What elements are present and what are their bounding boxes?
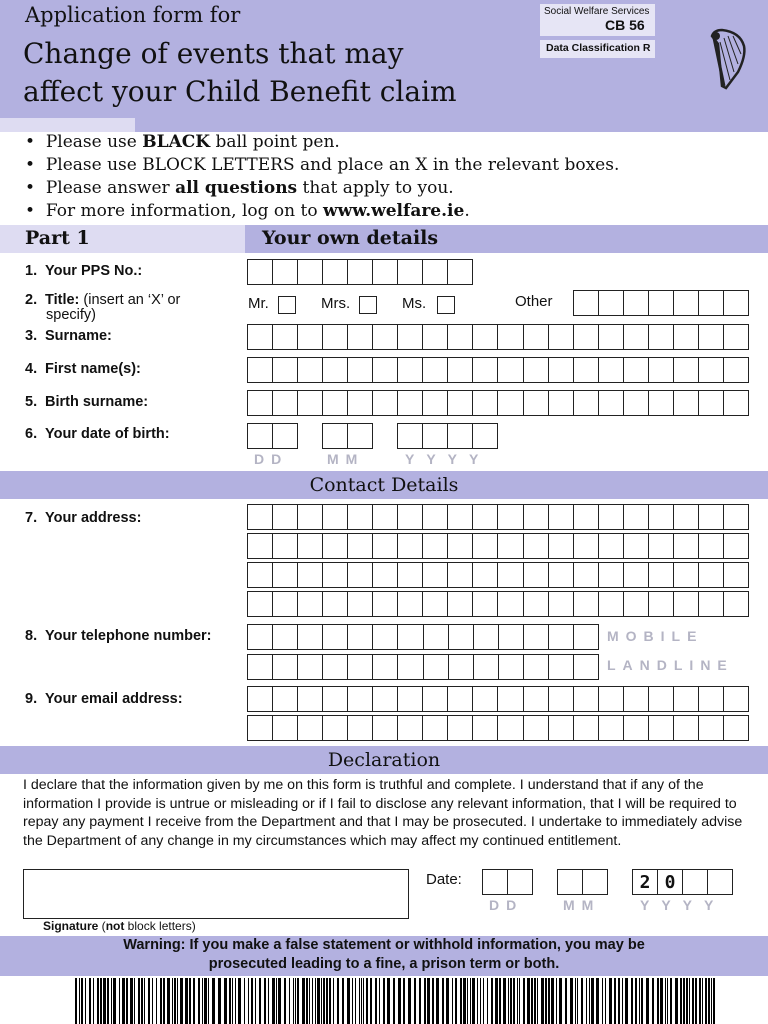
barcode-bar [144,978,145,1024]
pre-title: Application form for [25,3,241,27]
barcode-bar [432,978,434,1024]
barcode-bar [495,978,498,1024]
barcode-bar [138,978,140,1024]
barcode-bar [455,978,457,1024]
barcode-bar [244,978,245,1024]
classification-text: Data Classification R [546,42,651,54]
barcode-bar [306,978,308,1024]
barcode-bar [208,978,209,1024]
barcode-bar [705,978,707,1024]
barcode-bar [329,978,331,1024]
signature-caption: Signature (not block letters) [43,919,196,933]
service-name: Social Welfare Services [544,6,650,17]
barcode-bar [289,978,290,1024]
barcode-bar [480,978,481,1024]
barcode-bar [100,978,102,1024]
title-mrs-label: Mrs. [321,295,351,312]
barcode-bar [130,978,133,1024]
barcode-bar [255,978,256,1024]
barcode-bar [355,978,356,1024]
barcode-bar [609,978,612,1024]
barcode-bar [427,978,430,1024]
signature-box[interactable] [23,869,409,919]
barcode-bar [387,978,390,1024]
barcode-bar [675,978,678,1024]
barcode-bar [699,978,701,1024]
declaration-day-input[interactable] [482,869,533,895]
barcode-bar [379,978,380,1024]
barcode-bar [278,978,281,1024]
warning-line-2: prosecuted leading to a fine, a prison term or both. [208,956,560,972]
declaration-year-input[interactable] [632,869,733,895]
barcode-bar [359,978,360,1024]
barcode-bar [414,978,416,1024]
barcode-bar [85,978,86,1024]
address-line-4[interactable] [247,591,749,617]
title-ms-label: Ms. [402,295,427,312]
barcode-bar [446,978,449,1024]
barcode-bar [180,978,183,1024]
title-mrs-checkbox[interactable] [359,296,377,314]
barcode-bar [551,978,554,1024]
barcode-bar [229,978,231,1024]
barcode-bar [148,978,150,1024]
barcode-bar [393,978,395,1024]
barcode-bar [625,978,628,1024]
barcode-bar [602,978,603,1024]
barcode-bar [276,978,277,1024]
barcode-bar [577,978,578,1024]
barcode-bar [565,978,567,1024]
barcode-bar [695,978,697,1024]
barcode-bar [152,978,153,1024]
barcode-bar [670,978,672,1024]
barcode-bar [452,978,453,1024]
barcode-bar [193,978,195,1024]
barcode-bar [686,978,688,1024]
declaration-month-input[interactable] [557,869,608,895]
declaration-dd-hint: DD [489,897,524,913]
barcode-bar [342,978,344,1024]
barcode-bar [259,978,261,1024]
barcode-bar [189,978,191,1024]
barcode-bar [363,978,364,1024]
declaration-yyyy-hint: YYYY [640,897,726,913]
barcode-bar [483,978,484,1024]
barcode-bar [689,978,690,1024]
barcode-bar [293,978,294,1024]
year-digit-1: 2 [633,870,658,894]
barcode-bar [337,978,339,1024]
title-mr-checkbox[interactable] [278,296,296,314]
mobile-hint: MOBILE [607,628,704,644]
barcode-bar [510,978,512,1024]
landline-hint: LANDLINE [607,657,734,673]
barcode-bar [424,978,426,1024]
surname-label: 3. Surname: [25,328,112,344]
barcode-bar [284,978,286,1024]
barcode-bar [97,978,99,1024]
barcode-bar [660,978,663,1024]
barcode-bar [333,978,334,1024]
barcode-bar [297,978,299,1024]
header-underline-right [135,118,768,132]
barcode-bar [89,978,91,1024]
section-title-declaration: Declaration [327,749,441,771]
barcode-bar [586,978,587,1024]
declaration-text: I declare that the information given by me on this form is truthful and complete. I understand that if any of the information I provide is untrue or misleading or if I fail to disclose any relevant information, that I will be required to repay any payment I receive from the Department and that I may be prosecuted. I undertake to immediately advise the Department of any change in my circumstances which may affect my continued entitlement. [23,777,743,850]
dob-dd-hint: DD [254,451,289,467]
barcode-bar [477,978,478,1024]
barcode-bar [160,978,162,1024]
barcode-bar [403,978,405,1024]
barcode-bar [370,978,372,1024]
barcode-bar [523,978,525,1024]
barcode-bar [251,978,253,1024]
barcode-bar [347,978,350,1024]
barcode-bar [317,978,320,1024]
instruction-1: • Please use BLACK ball point pen. [25,132,340,152]
barcode-bar [442,978,444,1024]
barcode-bar [491,978,493,1024]
barcode-bar [631,978,633,1024]
barcode-bar [570,978,573,1024]
barcode-bar [711,978,712,1024]
telephone-label: 8. Your telephone number: [25,628,212,644]
dob-mm-hint: MM [327,451,365,467]
barcode-bar [508,978,509,1024]
form-code: CB 56 [605,17,645,33]
barcode-bar [639,978,640,1024]
barcode-bar [548,978,550,1024]
barcode-bar [460,978,462,1024]
barcode-bar [499,978,501,1024]
barcode-bar [665,978,666,1024]
barcode-bar [708,978,710,1024]
barcode-bar [683,978,685,1024]
barcode-bar [122,978,125,1024]
barcode-bar [309,978,310,1024]
barcode-bar [398,978,401,1024]
instruction-2: • Please use BLOCK LETTERS and place an X in the relevant boxes. [25,155,620,175]
barcode-bar [119,978,120,1024]
instruction-4: • For more information, log on to www.welfare.ie. [25,201,470,221]
barcode-bar [315,978,316,1024]
email-input-line-2[interactable] [247,715,749,741]
barcode-bar [198,978,200,1024]
barcode-bar [646,978,649,1024]
barcode-bar [537,978,538,1024]
barcode-bar [534,978,536,1024]
barcode-bar [134,978,135,1024]
barcode-bar [517,978,518,1024]
dob-day-input[interactable] [247,423,298,449]
warning-line-1: Warning: If you make a false statement or withhold information, you may be [123,937,645,953]
barcode-bar [652,978,654,1024]
barcode-bar [103,978,106,1024]
barcode-bar [635,978,637,1024]
barcode-bar [248,978,249,1024]
barcode-bar [202,978,203,1024]
barcode-bar [224,978,227,1024]
barcode-bar [167,978,170,1024]
barcode-bar [232,978,233,1024]
address-line-3[interactable] [247,562,749,588]
barcode [75,978,718,1024]
barcode-bar [185,978,188,1024]
part-label: Part 1 [25,227,90,249]
barcode-bar [487,978,488,1024]
dob-year-input[interactable] [397,423,498,449]
date-label: Date: [426,871,462,888]
title-mr-label: Mr. [248,295,269,312]
dob-month-input[interactable] [322,423,373,449]
barcode-bar [163,978,165,1024]
barcode-bar [302,978,305,1024]
email-label: 9. Your email address: [25,691,183,707]
barcode-bar [126,978,128,1024]
barcode-bar [383,978,385,1024]
section-title-contact: Contact Details [309,474,459,496]
barcode-bar [268,978,269,1024]
barcode-bar [408,978,411,1024]
section-title-own-details: Your own details [262,227,439,249]
barcode-bar [326,978,328,1024]
barcode-bar [541,978,544,1024]
address-line-2[interactable] [247,533,749,559]
barcode-bar [618,978,620,1024]
page-title-line2: affect your Child Benefit claim [23,75,457,108]
barcode-bar [361,978,362,1024]
barcode-bar [93,978,94,1024]
barcode-bar [531,978,533,1024]
mobile-input[interactable] [247,624,599,650]
barcode-bar [436,978,439,1024]
title-label-line2: specify) [46,307,96,323]
birth-surname-label: 5. Birth surname: [25,394,149,410]
barcode-bar [321,978,322,1024]
page-title-line1: Change of events that may [23,37,404,70]
barcode-bar [174,978,176,1024]
birth-surname-input[interactable] [247,390,749,416]
barcode-bar [75,978,77,1024]
barcode-bar [156,978,157,1024]
barcode-bar [545,978,547,1024]
barcode-bar [614,978,616,1024]
dob-label: 6. Your date of birth: [25,426,170,442]
barcode-bar [591,978,594,1024]
address-line-1[interactable] [247,504,749,530]
pps-label: 1. Your PPS No.: [25,263,143,279]
instructions-list [25,131,619,223]
first-name-label: 4. First name(s): [25,361,141,377]
barcode-bar [622,978,623,1024]
landline-input[interactable] [247,654,599,680]
barcode-bar [419,978,421,1024]
title-other-input[interactable] [573,290,749,316]
barcode-bar [605,978,606,1024]
barcode-bar [556,978,557,1024]
barcode-bar [111,978,112,1024]
barcode-bar [657,978,659,1024]
barcode-bar [667,978,668,1024]
barcode-bar [172,978,173,1024]
barcode-bar [113,978,116,1024]
year-digit-2: 0 [658,870,683,894]
barcode-bar [641,978,643,1024]
barcode-bar [235,978,236,1024]
barcode-bar [513,978,515,1024]
title-label: 2. Title: (insert an ‘X’ or [25,292,181,308]
barcode-bar [519,978,520,1024]
barcode-bar [713,978,715,1024]
declaration-mm-hint: MM [563,897,601,913]
barcode-bar [589,978,590,1024]
barcode-bar [141,978,143,1024]
barcode-bar [467,978,468,1024]
barcode-bar [81,978,83,1024]
barcode-bar [702,978,703,1024]
barcode-bar [472,978,475,1024]
instruction-3: • Please answer all questions that apply to you. [25,178,454,198]
barcode-bar [218,978,221,1024]
dob-yyyy-hint: YYYY [405,451,491,467]
barcode-bar [323,978,325,1024]
barcode-bar [212,978,215,1024]
barcode-bar [272,978,275,1024]
barcode-bar [575,978,576,1024]
barcode-bar [352,978,353,1024]
barcode-bar [238,978,241,1024]
barcode-bar [527,978,530,1024]
barcode-bar [680,978,682,1024]
pps-input[interactable] [247,259,473,285]
title-ms-checkbox[interactable] [437,296,455,314]
barcode-bar [204,978,207,1024]
barcode-bar [79,978,80,1024]
barcode-bar [177,978,178,1024]
address-label: 7. Your address: [25,510,142,526]
first-name-input[interactable] [247,357,749,383]
barcode-bar [470,978,471,1024]
barcode-bar [581,978,583,1024]
barcode-bar [596,978,599,1024]
barcode-bar [375,978,377,1024]
barcode-bar [107,978,109,1024]
barcode-bar [463,978,466,1024]
barcode-bar [312,978,313,1024]
barcode-bar [295,978,296,1024]
surname-input[interactable] [247,324,749,350]
title-other-label: Other [515,293,553,310]
header-underline-left [0,118,135,132]
barcode-bar [264,978,266,1024]
barcode-bar [559,978,562,1024]
barcode-bar [692,978,694,1024]
barcode-bar [366,978,368,1024]
email-input-line-1[interactable] [247,686,749,712]
harp-icon [700,26,750,92]
barcode-bar [503,978,506,1024]
